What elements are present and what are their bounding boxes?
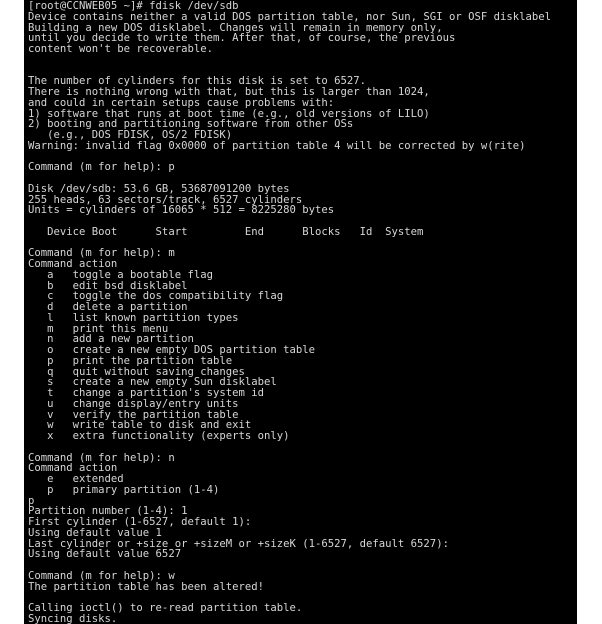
terminal-line: a toggle a bootable flag xyxy=(28,268,213,281)
terminal-output xyxy=(28,1,577,624)
terminal-line: Device contains neither a valid DOS partition table, nor Sun, SGI or OSF disklabel xyxy=(28,10,551,23)
terminal-line: Command (m for help): p xyxy=(28,161,175,174)
terminal-line: First cylinder (1-6527, default 1): xyxy=(28,516,252,528)
terminal-line: l list known partition types xyxy=(28,311,239,324)
terminal-line: Units = cylinders of 16065 * 512 = 8225280 bytes xyxy=(28,204,335,217)
terminal-line: until you decide to write them. After that, of course, the previous xyxy=(28,32,456,45)
terminal-line: 255 heads, 63 sectors/track, 6527 cylinders xyxy=(28,193,303,206)
terminal-line: Partition number (1-4): 1 xyxy=(28,505,188,518)
terminal-line: Syncing disks. xyxy=(28,612,118,624)
terminal-line: p primary partition (1-4) xyxy=(28,483,220,496)
terminal-line: m print this menu xyxy=(28,322,169,335)
terminal-line: There is nothing wrong with that, but this is larger than 1024, xyxy=(28,86,430,98)
terminal-line: content won't be recoverable. xyxy=(28,43,213,55)
terminal-line: Command action xyxy=(28,462,118,475)
terminal-line: Command (m for help): n xyxy=(28,451,175,464)
terminal-line: s create a new empty Sun disklabel xyxy=(28,376,277,389)
terminal-line: The number of cylinders for this disk is set to 6527. xyxy=(28,75,367,88)
terminal-line: [root@CCNWEB05 ~]# fdisk /dev/sdb xyxy=(28,0,239,12)
terminal-line: p xyxy=(28,494,35,507)
terminal-line: q quit without saving changes xyxy=(28,365,245,378)
terminal-line: The partition table has been altered! xyxy=(28,580,264,593)
terminal-line: n add a new partition xyxy=(28,333,194,346)
terminal-line: w write table to disk and exit xyxy=(28,419,252,432)
terminal-line xyxy=(28,55,577,66)
terminal-line: p print the partition table xyxy=(28,354,233,367)
terminal-line: t change a partition's system id xyxy=(28,387,264,399)
terminal-line: Device Boot Start End Blocks Id System xyxy=(28,225,424,238)
terminal-line: c toggle the dos compatibility flag xyxy=(28,290,284,303)
terminal-line: b edit bsd disklabel xyxy=(28,279,188,292)
terminal-line: Using default value 1 xyxy=(28,526,162,539)
terminal-line: 1) software that runs at boot time (e.g., old versions of LILO) xyxy=(28,107,430,120)
terminal-line: Calling ioctl() to re-read partition table. xyxy=(28,602,303,614)
terminal-line: 2) booting and partitioning software from other OSs xyxy=(28,118,354,131)
terminal-line: Using default value 6527 xyxy=(28,548,182,561)
terminal-line: Building a new DOS disklabel. Changes will remain in memory only, xyxy=(28,21,443,34)
terminal-line: Command (m for help): w xyxy=(28,569,175,582)
terminal-line: u change display/entry units xyxy=(28,397,239,410)
terminal-line: o create a new empty DOS partition table xyxy=(28,344,316,356)
terminal-line: Command action xyxy=(28,258,118,270)
terminal-line: Last cylinder or +size or +sizeM or +sizeK (1-6527, default 6527): xyxy=(28,537,449,550)
terminal-line: d delete a partition xyxy=(28,301,188,313)
terminal-line: and could in certain setups cause problems with: xyxy=(28,96,335,109)
terminal-window[interactable] xyxy=(24,0,577,624)
terminal-line: v verify the partition table xyxy=(28,408,239,421)
terminal-line: (e.g., DOS FDISK, OS/2 FDISK) xyxy=(28,129,233,141)
terminal-line xyxy=(28,442,577,453)
terminal-line: Command (m for help): m xyxy=(28,247,175,260)
terminal-line: e extended xyxy=(28,473,124,485)
terminal-line: x extra functionality (experts only) xyxy=(28,430,290,442)
terminal-line: Disk /dev/sdb: 53.6 GB, 53687091200 bytes xyxy=(28,182,290,195)
terminal-line: Warning: invalid flag 0x0000 of partition table 4 will be corrected by w(rite) xyxy=(28,139,526,152)
